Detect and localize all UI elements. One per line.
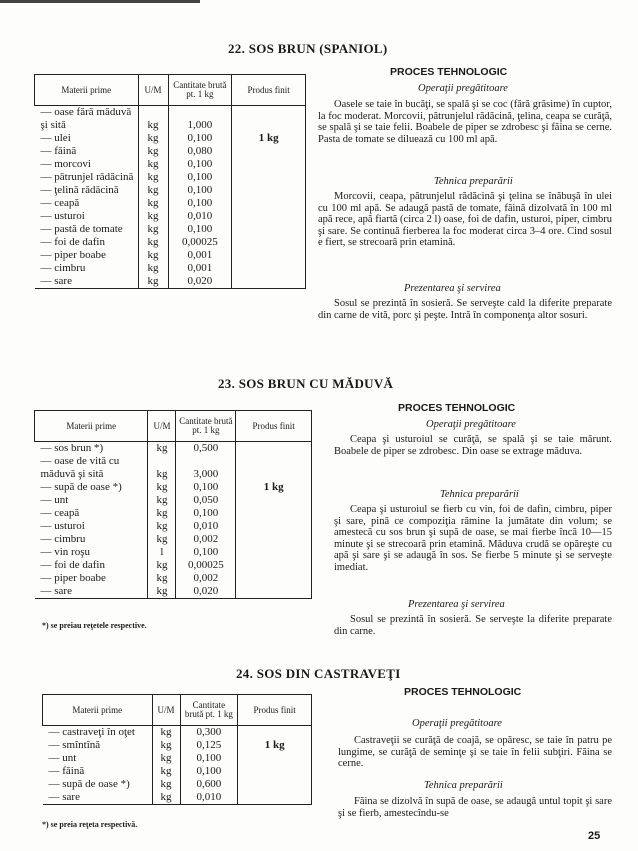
- ingredient-unit: kg: [152, 765, 180, 778]
- product-yield: [236, 442, 312, 456]
- ingredient-name: — făină: [48, 765, 85, 777]
- ingredient-name: — cimbru: [40, 533, 86, 545]
- product-yield: [238, 778, 312, 791]
- ingredient-quantity: 0,002: [176, 533, 236, 546]
- table-row: [35, 442, 312, 456]
- ingredient-unit: kg: [138, 158, 168, 171]
- ingredient-name: — unt: [48, 752, 77, 764]
- table-row: [35, 223, 306, 236]
- ingredient-name: — supă de oase *): [40, 481, 122, 493]
- product-yield: [236, 559, 312, 572]
- ingredient-unit: kg: [148, 520, 176, 533]
- table-row: [35, 455, 312, 481]
- product-yield: 1 kg: [238, 739, 312, 752]
- section-title: Operaţii pregătitoare: [412, 718, 502, 729]
- product-yield: [232, 249, 306, 262]
- product-yield: [232, 262, 306, 275]
- ingredient-unit: kg: [138, 184, 168, 197]
- ingredient-name: — usturoi: [40, 520, 85, 532]
- ingredient-unit: kg: [148, 533, 176, 546]
- ingredient-unit: kg: [152, 739, 180, 752]
- table-row: [35, 236, 306, 249]
- ingredient-name: — sare: [35, 275, 139, 289]
- ingredients-table: [34, 410, 312, 599]
- ingredient-unit: kg: [148, 455, 176, 481]
- ingredient-name: — sare: [43, 791, 153, 805]
- table-row: [35, 507, 312, 520]
- ingredients-table: [42, 694, 312, 805]
- process-heading: PROCES TEHNOLOGIC: [404, 686, 522, 698]
- ingredient-unit: kg: [138, 223, 168, 236]
- ingredient-unit: kg: [148, 494, 176, 507]
- ingredient-quantity: 0,00025: [168, 236, 232, 249]
- table-row: [35, 585, 312, 599]
- product-yield: [236, 585, 312, 599]
- ingredient-unit: kg: [138, 132, 168, 145]
- ingredient-name: — pastă de tomate: [40, 223, 123, 235]
- ingredient-unit: kg: [148, 481, 176, 494]
- table-row: [35, 249, 306, 262]
- column-header-product: Produs finit: [238, 695, 312, 726]
- footnote: *) se preiau reţetele respective.: [42, 621, 147, 630]
- ingredient-quantity: 0,100: [168, 184, 232, 197]
- product-yield: [236, 572, 312, 585]
- product-yield: [236, 455, 312, 481]
- ingredient-quantity: 0,100: [168, 223, 232, 236]
- scan-edge: [0, 0, 200, 3]
- ingredient-quantity: 0,500: [176, 442, 236, 456]
- section-title: Operaţii pregătitoare: [418, 83, 508, 94]
- footnote: *) se preia reţeta respectivă.: [42, 820, 138, 829]
- section-title: Operaţii pregătitoare: [426, 419, 516, 430]
- section-text: Sosul se prezintă în sosieră. Se serveşte cald la diferite preparate din carne de vită, porc şi peşte. Intră în componenţa altor sosuri.: [318, 298, 612, 321]
- ingredient-name: — foi de dafin: [40, 559, 105, 571]
- recipe-title: 23. SOS BRUN CU MĂDUVĂ: [218, 376, 394, 391]
- ingredient-quantity: 0,010: [176, 520, 236, 533]
- table-row: [35, 559, 312, 572]
- product-yield: [232, 236, 306, 249]
- product-yield: [232, 158, 306, 171]
- recipe-title: 24. SOS DIN CASTRAVEŢI: [236, 666, 401, 681]
- section-text: Ceapa şi usturoiul se fierb cu vin, foi de dafin, cimbru, piper şi sare, pină ce compoziţia rămine la jumătate din volum; se amestecă cu sos brun şi supă de oase, se mai fierbe încă 10—15 minute şi se strecoară prin etamină. Măduva crudă se opăreşte cu apă şi sare şi se adaugă în sos. Se fierbe 5 minute şi se serveşte imediat.: [334, 504, 612, 573]
- section-text: Ceapa şi usturoiul se curăţă, se spală şi se taie mărunt. Boabele de piper se zdrobesc. Din oase se extrage măduva.: [334, 434, 612, 457]
- section-text: Oasele se taie în bucăţi, se spală şi se coc (fără grăsime) în cuptor, la foc moderat. Morcovii, pătrunjelul rădăcină, ţelina, ceapa se curăţă, se spală şi se taie felii. Boabele de piper se zdrobesc şi făina se cerne. Pasta de tomate se diluează cu 100 ml apă.: [318, 99, 612, 145]
- ingredient-unit: kg: [152, 752, 180, 765]
- ingredient-quantity: 0,100: [168, 171, 232, 184]
- table-row: [35, 145, 306, 158]
- ingredient-unit: kg: [138, 145, 168, 158]
- ingredient-unit: kg: [138, 262, 168, 275]
- section-title: Tehnica preparării: [434, 176, 513, 187]
- product-yield: [238, 752, 312, 765]
- table-row: [35, 520, 312, 533]
- process-heading: PROCES TEHNOLOGIC: [390, 66, 508, 78]
- ingredient-quantity: 0,080: [168, 145, 232, 158]
- ingredient-unit: kg: [152, 726, 180, 740]
- ingredient-name: — smîntînă: [48, 739, 101, 751]
- ingredient-quantity: 0,100: [176, 481, 236, 494]
- table-row: [43, 752, 312, 765]
- ingredient-unit: l: [148, 546, 176, 559]
- ingredient-unit: kg: [138, 275, 168, 289]
- ingredient-name: — piper boabe: [40, 249, 106, 261]
- ingredient-unit: kg: [138, 210, 168, 223]
- ingredient-name: — oase de vită cu măduvă şi sită: [40, 455, 120, 480]
- ingredient-quantity: 0,125: [180, 739, 238, 752]
- product-yield: 1 kg: [232, 132, 306, 145]
- ingredient-name: — pătrunjel rădăcină: [40, 171, 134, 183]
- section-text: Morcovii, ceapa, pătrunjelul rădăcină şi ţelina se înăbuşă în ulei cu 100 ml apă. Se adaugă pastă de tomate, făină dizolvată în 100 ml apă rece, apă fiartă (circa 2 l) oase, foi de dafin, usturoi, piper, cimbru şi sare. Se continuă fierberea la foc moderat circa 3–4 ore. Cind sosul e fiert, se strecoară prin etamină.: [318, 191, 612, 248]
- table-row: [35, 546, 312, 559]
- ingredient-quantity: 0,100: [176, 546, 236, 559]
- ingredient-unit: kg: [138, 197, 168, 210]
- ingredient-name: — sare: [35, 585, 148, 599]
- table-row: [35, 210, 306, 223]
- product-yield: [238, 726, 312, 740]
- table-row: [35, 572, 312, 585]
- ingredient-unit: kg: [148, 507, 176, 520]
- column-header-materials: Materii prime: [35, 411, 148, 442]
- product-yield: 1 kg: [236, 481, 312, 494]
- ingredient-name: — foi de dafin: [40, 236, 105, 248]
- ingredient-name: — ţelină rădăcină: [40, 184, 119, 196]
- section-text: Castraveţii se curăţă de coajă, se opăresc, se taie în patru pe lungime, se curăţă de seminţe şi se taie în felii subţiri. Făina se cerne.: [338, 735, 612, 769]
- ingredient-quantity: 0,002: [176, 572, 236, 585]
- product-yield: [236, 520, 312, 533]
- ingredient-name: — piper boabe: [40, 572, 106, 584]
- ingredient-unit: kg: [152, 778, 180, 791]
- ingredient-unit: kg: [138, 249, 168, 262]
- ingredient-unit: kg: [148, 572, 176, 585]
- column-header-product: Produs finit: [232, 75, 306, 106]
- ingredient-unit: kg: [138, 171, 168, 184]
- column-header-quantity: Cantitate brută pt. 1 kg: [176, 411, 236, 442]
- ingredient-quantity: 1,000: [168, 106, 232, 133]
- ingredient-name: — cimbru: [40, 262, 86, 274]
- table-row: [35, 158, 306, 171]
- ingredient-quantity: 0,010: [168, 210, 232, 223]
- ingredient-quantity: 0,300: [180, 726, 238, 740]
- ingredient-quantity: 0,100: [176, 507, 236, 520]
- product-yield: [232, 171, 306, 184]
- product-yield: [232, 197, 306, 210]
- process-heading: PROCES TEHNOLOGIC: [398, 402, 516, 414]
- ingredient-unit: kg: [148, 559, 176, 572]
- table-row: [35, 275, 306, 289]
- table-row: [35, 171, 306, 184]
- table-row: [35, 197, 306, 210]
- column-header-product: Produs finit: [236, 411, 312, 442]
- ingredients-table: [34, 74, 306, 289]
- table-row: [43, 791, 312, 805]
- ingredient-quantity: 0,100: [168, 158, 232, 171]
- table-row: [35, 106, 306, 133]
- table-row: [35, 494, 312, 507]
- ingredient-quantity: 0,010: [180, 791, 238, 805]
- table-row: [43, 778, 312, 791]
- section-title: Tehnica preparării: [424, 780, 503, 791]
- ingredient-name: — morcovi: [40, 158, 91, 170]
- ingredient-quantity: 3,000: [176, 455, 236, 481]
- ingredient-name: — sos brun *): [40, 442, 104, 454]
- ingredient-quantity: 0,020: [176, 585, 236, 599]
- section-title: Tehnica preparării: [440, 489, 519, 500]
- ingredient-name: — făină: [40, 145, 77, 157]
- table-row: [43, 726, 312, 740]
- ingredient-quantity: 0,001: [168, 262, 232, 275]
- ingredient-name: — oase fără măduvă şi sită: [40, 106, 132, 131]
- ingredient-unit: kg: [138, 106, 168, 133]
- product-yield: [236, 546, 312, 559]
- product-yield: [232, 210, 306, 223]
- ingredient-quantity: 0,100: [180, 752, 238, 765]
- ingredient-quantity: 0,050: [176, 494, 236, 507]
- ingredient-name: — vin roşu: [40, 546, 90, 558]
- ingredient-quantity: 0,00025: [176, 559, 236, 572]
- ingredient-name: — ceapă: [40, 197, 80, 209]
- recipe-title: 22. SOS BRUN (SPANIOL): [228, 41, 388, 56]
- table-row: [43, 765, 312, 778]
- table-row: [35, 481, 312, 494]
- product-yield: [236, 533, 312, 546]
- ingredient-name: — ceapă: [40, 507, 80, 519]
- ingredient-name: — ulei: [40, 132, 71, 144]
- product-yield: [238, 791, 312, 805]
- column-header-quantity: Cantitate brută pt. 1 kg: [168, 75, 232, 106]
- column-header-materials: Materii prime: [35, 75, 139, 106]
- section-title: Prezentarea şi servirea: [404, 283, 501, 294]
- section-text: Sosul se prezintă în sosieră. Se serveşte la diferite preparate din carne.: [334, 614, 612, 637]
- product-yield: [236, 507, 312, 520]
- table-row: [35, 533, 312, 546]
- ingredient-quantity: 0,020: [168, 275, 232, 289]
- ingredient-quantity: 0,100: [180, 765, 238, 778]
- column-header-unit: U/M: [138, 75, 168, 106]
- product-yield: [232, 106, 306, 133]
- ingredient-quantity: 0,001: [168, 249, 232, 262]
- page-number: 25: [588, 830, 601, 842]
- table-row: [35, 262, 306, 275]
- column-header-materials: Materii prime: [43, 695, 153, 726]
- column-header-unit: U/M: [148, 411, 176, 442]
- ingredient-name: — usturoi: [40, 210, 85, 222]
- section-title: Prezentarea şi servirea: [408, 599, 505, 610]
- ingredient-name: — unt: [40, 494, 69, 506]
- section-text: Făina se dizolvă în supă de oase, se adaugă untul topit şi sare şi se fierb, amestecîndu-se: [338, 796, 612, 819]
- product-yield: [236, 494, 312, 507]
- table-row: [43, 739, 312, 752]
- ingredient-unit: kg: [148, 585, 176, 599]
- ingredient-unit: kg: [148, 442, 176, 456]
- column-header-quantity: Cantitate brută pt. 1 kg: [180, 695, 238, 726]
- product-yield: [232, 223, 306, 236]
- product-yield: [232, 275, 306, 289]
- product-yield: [232, 145, 306, 158]
- ingredient-quantity: 0,100: [168, 197, 232, 210]
- ingredient-quantity: 0,600: [180, 778, 238, 791]
- product-yield: [238, 765, 312, 778]
- table-row: [35, 184, 306, 197]
- column-header-unit: U/M: [152, 695, 180, 726]
- product-yield: [232, 184, 306, 197]
- ingredient-unit: kg: [152, 791, 180, 805]
- ingredient-quantity: 0,100: [168, 132, 232, 145]
- ingredient-name: — castraveţi în oţet: [48, 726, 135, 738]
- table-row: [35, 132, 306, 145]
- ingredient-name: — supă de oase *): [48, 778, 130, 790]
- ingredient-unit: kg: [138, 236, 168, 249]
